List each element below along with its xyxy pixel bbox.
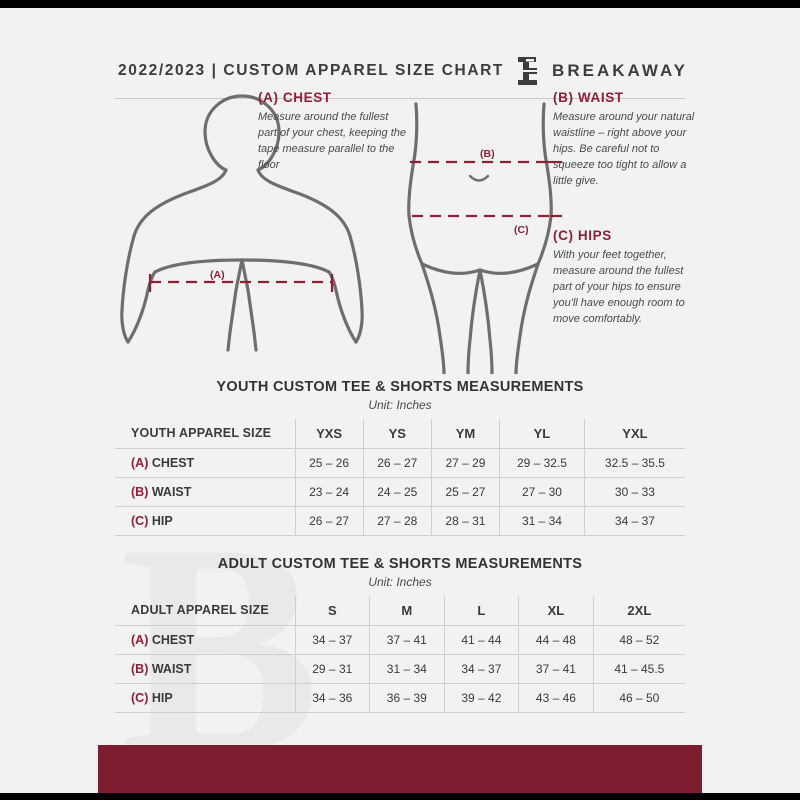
adult-row-tag-waist: (B) [131,661,152,676]
adult-row-tag-chest: (A) [131,632,152,647]
adult-row-name-chest: CHEST [151,632,195,647]
adult-waist-s: 29 – 31 [295,654,370,683]
youth-row-name-hip: HIP [151,513,173,528]
annotation-waist-heading: (B) WAIST [553,90,624,105]
youth-size-table [115,419,685,536]
adult-row-label-hip [115,683,295,712]
adult-section-header [0,556,800,589]
adult-col-2: L [444,596,519,625]
adult-chest-s: 34 – 37 [295,625,370,654]
page-title: 2022/2023 | CUSTOM APPAREL SIZE CHART [118,62,504,79]
youth-row-tag-chest: (A) [131,455,152,470]
adult-waist-xl: 37 – 41 [519,654,594,683]
adult-row-tag-hip: (C) [131,690,152,705]
adult-row-label-waist [115,654,295,683]
youth-row-label-hip [115,506,295,535]
annotation-waist-body: Measure around your natural waistline – right above your hips. Be careful not to squeeze too tight to allow a little give. [553,111,695,187]
table-row [115,654,685,683]
annotation-hips [553,228,703,328]
marker-label-a: (A) [210,269,225,281]
youth-row-tag-waist: (B) [131,484,152,499]
annotation-waist [553,90,703,190]
brand-lockup [514,56,688,86]
youth-section-header [0,379,800,412]
youth-hip-yl: 31 – 34 [500,506,585,535]
youth-waist-ys: 24 – 25 [363,477,431,506]
youth-waist-yxs: 23 – 24 [295,477,363,506]
youth-chest-yxs: 25 – 26 [295,448,363,477]
youth-hip-ys: 27 – 28 [363,506,431,535]
adult-col-3: XL [519,596,594,625]
youth-row-name-chest: CHEST [151,455,195,470]
adult-section-title: ADULT CUSTOM TEE & SHORTS MEASUREMENTS [217,556,583,572]
adult-hip-2xl: 46 – 50 [593,683,685,712]
footer-bar [98,745,702,793]
annotation-hips-body: With your feet together, measure around the fullest part of your hips to ensure you'll have enough room to move comfortably. [553,249,685,325]
marker-label-c: (C) [514,224,529,236]
youth-waist-ym: 25 – 27 [431,477,499,506]
youth-section-title: YOUTH CUSTOM TEE & SHORTS MEASUREMENTS [216,379,584,395]
adult-hip-l: 39 – 42 [444,683,519,712]
table-header-row [115,419,685,448]
youth-waist-yl: 27 – 30 [500,477,585,506]
table-row [115,625,685,654]
youth-hip-ym: 28 – 31 [431,506,499,535]
document-header [0,30,800,80]
adult-section-unit: Unit: Inches [368,575,432,589]
table-row [115,683,685,712]
annotation-chest-body: Measure around the fullest part of your chest, keeping the tape measure parallel to the floor [258,111,406,171]
b-monogram-icon [514,56,540,86]
adult-row-label-chest [115,625,295,654]
adult-hip-xl: 43 – 46 [519,683,594,712]
adult-chest-2xl: 48 – 52 [593,625,685,654]
youth-waist-yxl: 30 – 33 [584,477,685,506]
youth-chest-ys: 26 – 27 [363,448,431,477]
youth-col-4: YXL [584,419,685,448]
annotation-chest-heading: (A) CHEST [258,90,332,105]
adult-col-0: S [295,596,370,625]
brand-name: BREAKAWAY [552,61,688,80]
adult-table-corner-header: ADULT APPAREL SIZE [115,596,295,625]
adult-waist-l: 34 – 37 [444,654,519,683]
youth-row-tag-hip: (C) [131,513,152,528]
youth-row-label-chest [115,448,295,477]
adult-row-name-hip: HIP [151,690,173,705]
size-chart-document [0,8,800,793]
adult-hip-m: 36 – 39 [370,683,445,712]
adult-col-1: M [370,596,445,625]
youth-col-1: YS [363,419,431,448]
youth-table-corner-header: YOUTH APPAREL SIZE [115,419,295,448]
adult-chest-m: 37 – 41 [370,625,445,654]
table-row [115,506,685,535]
adult-waist-2xl: 41 – 45.5 [593,654,685,683]
table-row [115,477,685,506]
table-row [115,448,685,477]
adult-chest-l: 41 – 44 [444,625,519,654]
annotation-chest [258,90,408,174]
table-header-row [115,596,685,625]
youth-chest-yxl: 32.5 – 35.5 [584,448,685,477]
adult-chest-xl: 44 – 48 [519,625,594,654]
marker-label-b: (B) [480,148,495,160]
youth-col-2: YM [431,419,499,448]
youth-chest-ym: 27 – 29 [431,448,499,477]
adult-size-table [115,596,685,713]
youth-row-label-waist [115,477,295,506]
youth-chest-yl: 29 – 32.5 [500,448,585,477]
youth-section-unit: Unit: Inches [368,398,432,412]
youth-hip-yxs: 26 – 27 [295,506,363,535]
youth-col-0: YXS [295,419,363,448]
adult-row-name-waist: WAIST [151,661,192,676]
youth-col-3: YL [500,419,585,448]
annotation-hips-heading: (C) HIPS [553,228,612,243]
adult-col-4: 2XL [593,596,685,625]
youth-row-name-waist: WAIST [151,484,192,499]
youth-hip-yxl: 34 – 37 [584,506,685,535]
adult-waist-m: 31 – 34 [370,654,445,683]
adult-hip-s: 34 – 36 [295,683,370,712]
